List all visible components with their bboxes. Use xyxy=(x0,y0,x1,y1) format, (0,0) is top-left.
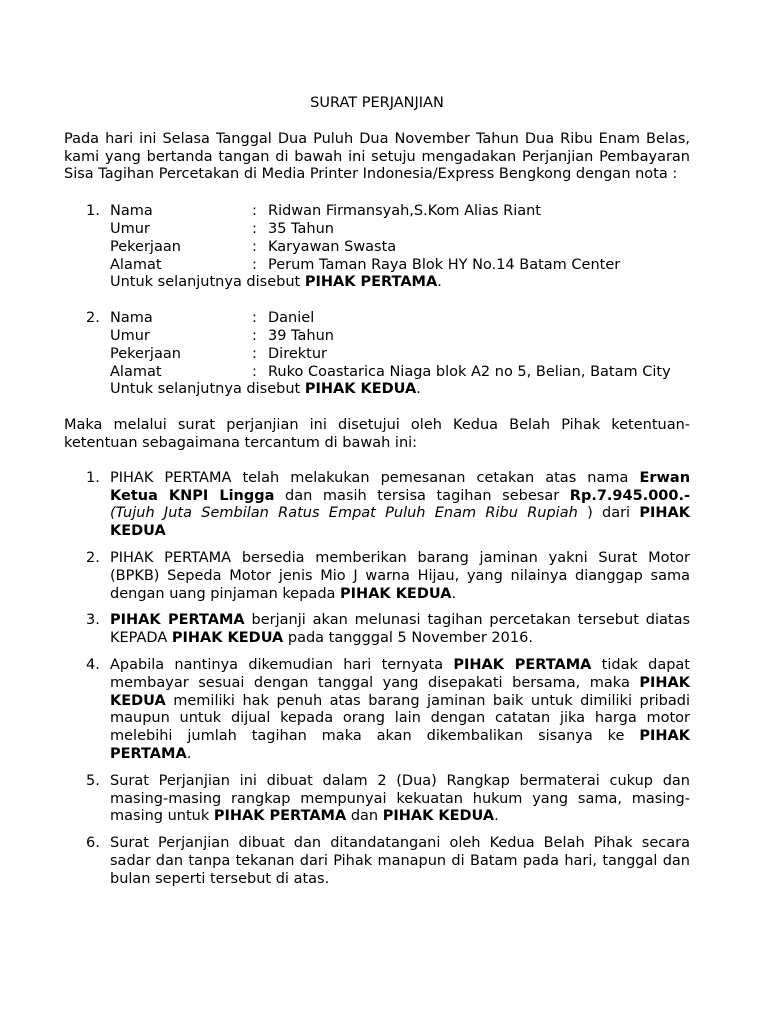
party-row-pekerjaan xyxy=(86,239,690,257)
clause-text-run: berjanji akan melunasi tagihan percetakan tersebut diatas KEPADA xyxy=(110,612,691,647)
field-colon: : xyxy=(252,345,257,362)
clause-text xyxy=(110,657,690,764)
clause-text-run: ) dari xyxy=(587,505,631,522)
party-row-nama xyxy=(86,203,690,221)
clause-amount-words: (Tujuh Juta Sembilan Ratus Empat Puluh Enam Ribu Rupiah xyxy=(110,505,578,522)
clause-bold-run: PIHAK KEDUA xyxy=(171,630,284,647)
designation-name: PIHAK KEDUA xyxy=(304,381,417,398)
clause-bold-run: PIHAK PERTAMA xyxy=(110,612,245,629)
field-colon: : xyxy=(252,363,257,380)
clause-text-run: PIHAK PERTAMA telah melakukan pemesanan cetakan atas nama xyxy=(110,469,629,486)
field-colon: : xyxy=(252,203,257,220)
field-colon: : xyxy=(252,256,257,273)
party-block-1 xyxy=(86,203,690,292)
party-number: 1. xyxy=(86,203,100,220)
clause-text-run: . xyxy=(186,745,192,762)
field-label-nama: Nama xyxy=(110,203,153,220)
party-row-alamat xyxy=(86,257,690,275)
clause-5 xyxy=(86,773,690,826)
clause-1 xyxy=(86,470,690,541)
field-label-alamat: Alamat xyxy=(110,256,162,273)
party-row-pekerjaan xyxy=(86,346,690,364)
clause-number: 3. xyxy=(86,612,100,629)
field-value-pekerjaan: Direktur xyxy=(268,345,327,362)
field-value-pekerjaan: Karyawan Swasta xyxy=(268,238,397,255)
field-value-umur: 39 Tahun xyxy=(268,327,334,344)
clause-bold-run: PIHAK KEDUA xyxy=(110,674,690,709)
clause-text-run: PIHAK PERTAMA bersedia memberikan barang jaminan yakni Surat Motor (BPKB) Sepeda Motor jenis Mio J warna Hijau, yang nilainya dianggap sama dengan uang pinjaman kepada xyxy=(110,549,690,602)
clause-bold-run: PIHAK PERTAMA xyxy=(110,728,691,762)
field-colon: : xyxy=(252,327,257,344)
clause-bold-run: PIHAK KEDUA xyxy=(382,808,495,825)
designation-prefix: Untuk selanjutnya disebut xyxy=(110,381,301,398)
clause-text: Surat Perjanjian dibuat dan ditandatangani oleh Kedua Belah Pihak secara sadar dan tanpa tekanan dari Pihak manapun di Batam pada hari, tanggal dan bulan seperti tersebut di atas. xyxy=(110,835,690,887)
party-row-nama xyxy=(86,310,690,328)
clause-bold-run: PIHAK KEDUA xyxy=(340,585,452,602)
clause-bold-run: PIHAK KEDUA xyxy=(110,505,691,540)
clause-6 xyxy=(86,835,690,888)
field-value-alamat: Ruko Coastarica Niaga blok A2 no 5, Belian, Batam City xyxy=(268,363,671,380)
clause-text-run: . xyxy=(451,585,457,602)
field-value-nama: Ridwan Firmansyah,S.Kom Alias Riant xyxy=(268,203,541,220)
field-colon: : xyxy=(252,238,257,255)
clause-number: 5. xyxy=(86,772,100,789)
clause-number: 4. xyxy=(86,656,100,673)
clause-2 xyxy=(86,550,690,603)
clause-text-run: . xyxy=(494,808,499,825)
clause-text-run: tidak dapat membayar sesuai dengan tanggal yang disepakati bersama, maka xyxy=(110,656,690,691)
document-title: SURAT PERJANJIAN xyxy=(310,95,444,111)
field-label-pekerjaan: Pekerjaan xyxy=(110,238,181,255)
field-value-umur: 35 Tahun xyxy=(268,220,334,237)
clause-bold-run: Erwan Ketua KNPI Lingga xyxy=(110,469,691,504)
clause-number: 2. xyxy=(86,549,100,566)
clause-4 xyxy=(86,657,690,764)
field-value-alamat: Perum Taman Raya Blok HY No.14 Batam Center xyxy=(268,256,621,273)
clause-number: 6. xyxy=(86,835,100,852)
field-label-umur: Umur xyxy=(110,220,150,237)
field-value-nama: Daniel xyxy=(268,310,315,327)
party-row-umur xyxy=(86,221,690,239)
party-row-umur xyxy=(86,328,690,346)
agreement-lead-paragraph: Maka melalui surat perjanjian ini disetujui oleh Kedua Belah Pihak ketentuan-ketentuan sebagaimana tercantum di bawah ini: xyxy=(64,417,690,451)
clause-text-run: Apabila nantinya dikemudian hari ternyata xyxy=(110,656,444,673)
field-label-alamat: Alamat xyxy=(110,363,162,380)
clause-text-run: pada tangggal 5 November 2016. xyxy=(287,630,533,647)
field-label-umur: Umur xyxy=(110,327,150,344)
clause-text xyxy=(110,612,690,648)
clause-number: 1. xyxy=(86,469,100,486)
field-colon: : xyxy=(252,310,257,327)
clause-bold-run: PIHAK PERTAMA xyxy=(213,808,347,825)
clause-text-run: dan xyxy=(350,808,379,825)
field-colon: : xyxy=(252,220,257,237)
designation-suffix: . xyxy=(437,274,442,291)
intro-paragraph: Pada hari ini Selasa Tanggal Dua Puluh Dua November Tahun Dua Ribu Enam Belas, kami yang bertanda tangan di bawah ini setuju mengadakan Perjanjian Pembayaran Sisa Tagihan Percetakan di Media Printer Indonesia/Express Bengkong dengan nota : xyxy=(64,130,690,183)
designation-suffix: . xyxy=(416,381,421,398)
clause-bold-run: PIHAK PERTAMA xyxy=(453,656,592,673)
clause-text xyxy=(110,470,690,541)
clause-text xyxy=(110,550,690,603)
party-number: 2. xyxy=(86,310,100,327)
field-label-pekerjaan: Pekerjaan xyxy=(110,345,181,362)
clause-amount: Rp.7.945.000.- xyxy=(569,487,691,504)
party-designation xyxy=(86,274,690,292)
party-designation xyxy=(86,381,690,399)
party-row-alamat xyxy=(86,364,690,382)
clause-text-run: Surat Perjanjian ini dibuat dalam 2 (Dua) Rangkap bermaterai cukup dan masing-masing rangkap mempunyai kekuatan hukum yang sama, masing-masing untuk xyxy=(110,772,690,825)
clause-text-run: dan masih tersisa tagihan sebesar xyxy=(285,487,560,504)
designation-prefix: Untuk selanjutnya disebut xyxy=(110,274,301,291)
clause-text xyxy=(110,773,690,826)
clause-text-run: memiliki hak penuh atas barang jaminan baik untuk dimiliki pribadi maupun untuk dijual kepada orang lain dengan catatan jika harga motor melebihi jumlah tagihan maka akan dikembalikan sisanya ke xyxy=(110,692,691,745)
designation-name: PIHAK PERTAMA xyxy=(304,274,438,291)
party-block-2 xyxy=(86,310,690,399)
clause-3 xyxy=(86,612,690,648)
field-label-nama: Nama xyxy=(110,310,153,327)
